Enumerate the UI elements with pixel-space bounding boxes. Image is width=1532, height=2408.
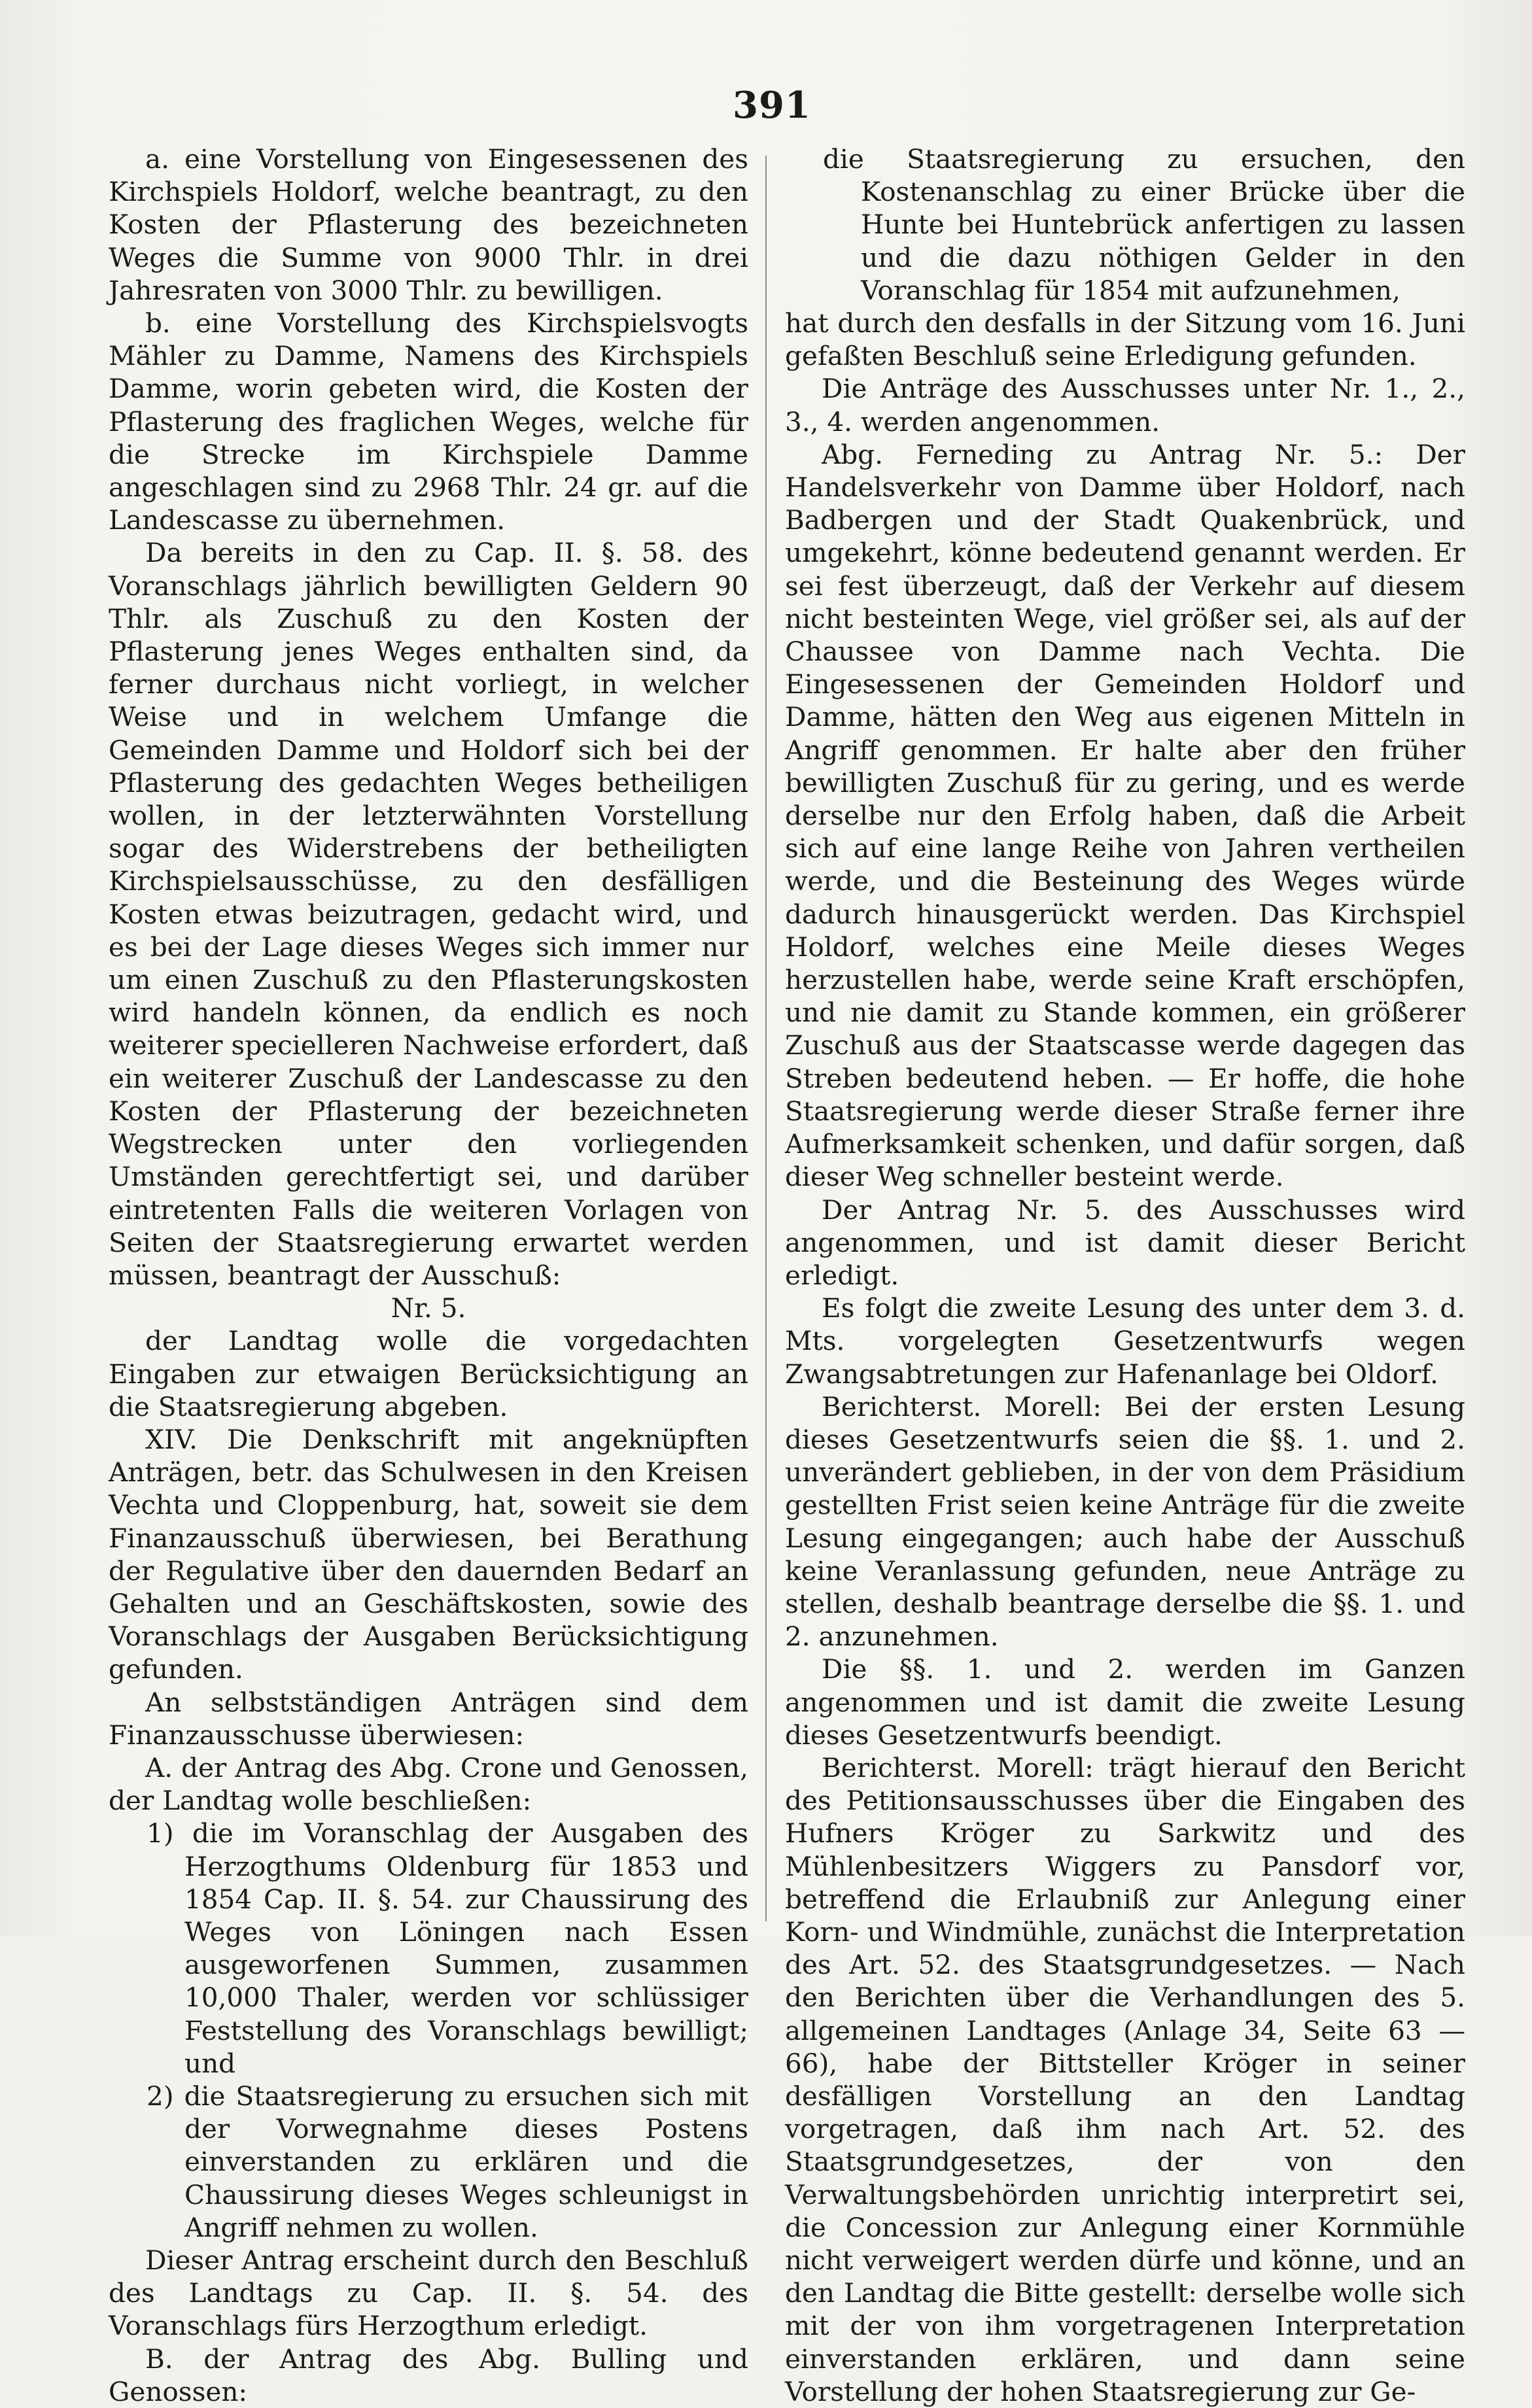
paragraph-sections-accepted: Die §§. 1. und 2. werden im Ganzen angenommen und ist damit die zweite Lesung dieses Gesetzentwurfs beendigt. (785, 1653, 1465, 1751)
paragraph-motion-5-accepted: Der Antrag Nr. 5. des Ausschusses wird angenommen, und ist damit dieser Bericht erledigt. (785, 1194, 1465, 1291)
paragraph-section-xiv: XIV. Die Denkschrift mit angeknüpften Anträgen, betr. das Schulwesen in den Kreisen Vechta und Cloppenburg, hat, soweit sie dem Finanzausschuß überwiesen, bei Berathung der Regulative über den dauernden Bedarf an Gehalten und an Geschäftskosten, sowie des Voranschlags der Ausgaben Berücksichtigung gefunden. (109, 1423, 748, 1685)
paragraph-second-reading: Es folgt die zweite Lesung des unter dem 3. d. Mts. vorgelegten Gesetzentwurfs wegen Zwangsabtretungen zur Hafenanlage bei Oldorf. (785, 1292, 1465, 1390)
paragraph-bridge-request: die Staatsregierung zu ersuchen, den Kostenanschlag zu einer Brücke über die Hunte bei Huntebrück anfertigen zu lassen und die dazu nöthigen Gelder in den Voranschlag für 1854 mit aufzunehmen, (823, 143, 1465, 306)
paragraph-item-b: b. eine Vorstellung des Kirchspielsvogts Mähler zu Damme, Namens des Kirchspiels Damme, worin gebeten wird, die Kosten der Pflasterung des fraglichen Weges, welche für die Strecke im Kirchspiele Damme angeschlagen sind zu 2968 Thlr. 24 gr. auf die Landescasse zu übernehmen. (109, 307, 748, 536)
paragraph-motion-settled: Dieser Antrag erscheint durch den Beschluß des Landtags zu Cap. II. §. 54. des Voranschlags fürs Herzogthum erledigt. (109, 2245, 748, 2342)
paragraph-morell-report-2: Berichterst. Morell: trägt hierauf den Bericht des Petitionsausschusses über die Eingaben des Hufners Kröger zu Sarkwitz und des Mühlenbesitzers Wiggers zu Pansdorf vor, betreffend die Erlaubniß zur Anlegung einer Korn- und Windmühle, zunächst die Interpretation des Art. 52. des Staatsgrundgesetzes. — Nach den Berichten über die Verhandlungen des 5. allgemeinen Landtages (Anlage 34, Seite 63 — 66), habe der Bittsteller Kröger in seiner desfälligen Vorstellung an den Landtag vorgetragen, daß ihm nach Art. 52. des Staatsgrundgesetzes, der von den Verwaltungsbehörden unrichtig interpretirt sei, die Concession zur Anlegung einer Kornmühle nicht verweigert werden dürfe und könne, und an den Landtag die Bitte gestellt: derselbe wolle sich mit der von ihm vorgetragenen Interpretation einverstanden erklären, und dann seine Vorstellung der hohen Staatsregierung zur Ge- (785, 1751, 1465, 2407)
page-number: 391 (733, 84, 811, 127)
paragraph-resolution: hat durch den desfalls in der Sitzung vom 16. Juni gefaßten Beschluß seine Erledigung gefunden. (785, 307, 1465, 372)
right-column (785, 143, 1465, 2408)
motion-number-heading: Nr. 5. (391, 1292, 466, 1324)
paragraph-ferneding-speech: Abg. Ferneding zu Antrag Nr. 5.: Der Handelsverkehr von Damme über Holdorf, nach Badbergen und der Stadt Quakenbrück, und umgekehrt, könne bedeutend genannt werden. Er sei fest überzeugt, daß der Verkehr auf diesem nicht besteinten Wege, viel größer sei, als auf der Chaussee von Damme nach Vechta. Die Eingesessenen der Gemeinden Holdorf und Damme, hätten den Weg aus eigenen Mitteln in Angriff genommen. Er halte aber den früher bewilligten Zuschuß für zu gering, und es werde derselbe nur den Erfolg haben, daß die Arbeit sich auf eine lange Reihe von Jahren vertheilen werde, und die Besteinung des Weges würde dadurch hinausgerückt werden. Das Kirchspiel Holdorf, welches eine Meile dieses Weges herzustellen habe, werde seine Kraft erschöpfen, und nie damit zu Stande kommen, ein größerer Zuschuß aus der Staatscasse werde dagegen das Streben bedeutend heben. — Er hoffe, die hohe Staatsregierung werde dieser Straße ferner ihre Aufmerksamkeit schenken, und dafür sorgen, daß dieser Weg schneller besteint werde. (785, 438, 1465, 1193)
column-divider (765, 156, 767, 1921)
paragraph-motion-a: A. der Antrag des Abg. Crone und Genossen, der Landtag wolle beschließen: (109, 1751, 748, 1817)
paragraph-committee-reasoning: Da bereits in den zu Cap. II. §. 58. des Voranschlags jährlich bewilligten Geldern 90 Thlr. als Zuschuß zu den Kosten der Pflasterung jenes Weges enthalten sind, da ferner durchaus nicht vorliegt, in welcher Weise und in welchem Umfange die Gemeinden Damme und Holdorf sich bei der Pflasterung des gedachten Weges betheiligen wollen, in der letzterwähnten Vorstellung sogar des Widerstrebens der betheiligten Kirchspielsausschüsse, zu den desfälligen Kosten etwas beizutragen, gedacht wird, und es bei der Lage dieses Weges sich immer nur um einen Zuschuß zu den Pflasterungskosten wird handeln können, da endlich es noch weiterer specielleren Nachweise erfordert, daß ein weiterer Zuschuß der Landescasse zu den Kosten der Pflasterung der bezeichneten Wegstrecken unter den vorliegenden Umständen gerechtfertigt sei, und darüber eintretenten Falls die weiteren Vorlagen von Seiten der Staatsregierung erwartet werden müssen, beantragt der Ausschuß: (109, 537, 748, 1291)
list-item-1: 1) die im Voranschlag der Ausgaben des Herzogthums Oldenburg für 1853 und 1854 Cap. II. §. 54. zur Chaussirung des Weges von Löningen nach Essen ausgeworfenen Summen, zusammen 10,000 Thaler, werden vor schlüssiger Feststellung des Voranschlags bewilligt; und (147, 1817, 748, 2079)
paragraph-independent-motions: An selbstständigen Anträgen sind dem Finanzausschusse überwiesen: (109, 1686, 748, 1751)
paragraph-motion-b: B. der Antrag des Abg. Bulling und Genossen: (109, 2343, 748, 2407)
left-column (109, 143, 748, 2408)
paragraph-morell-report-1: Berichterst. Morell: Bei der ersten Lesung dieses Gesetzentwurfs seien die §§. 1. und 2. unverändert geblieben, in der von dem Präsidium gestellten Frist seien keine Anträge für die zweite Lesung eingegangen; auch habe der Ausschuß keine Veranlassung gefunden, neue Anträge zu stellen, deshalb beantrage derselbe die §§. 1. und 2. anzunehmen. (785, 1390, 1465, 1653)
list-item-2: 2) die Staatsregierung zu ersuchen sich mit der Vorwegnahme dieses Postens einverstanden zu erklären und die Chaussirung dieses Weges schleunigst in Angriff nehmen zu wollen. (147, 2080, 748, 2243)
paragraph-motion-5: der Landtag wolle die vorgedachten Eingaben zur etwaigen Berücksichtigung an die Staatsregierung abgeben. (109, 1325, 748, 1422)
paragraph-motions-accepted: Die Anträge des Ausschusses unter Nr. 1., 2., 3., 4. werden angenommen. (785, 373, 1465, 438)
paragraph-item-a: a. eine Vorstellung von Eingesessenen des Kirchspiels Holdorf, welche beantragt, zu den Kosten der Pflasterung des bezeichneten Weges die Summe von 9000 Thlr. in drei Jahresraten von 3000 Thlr. zu bewilligen. (109, 143, 748, 306)
